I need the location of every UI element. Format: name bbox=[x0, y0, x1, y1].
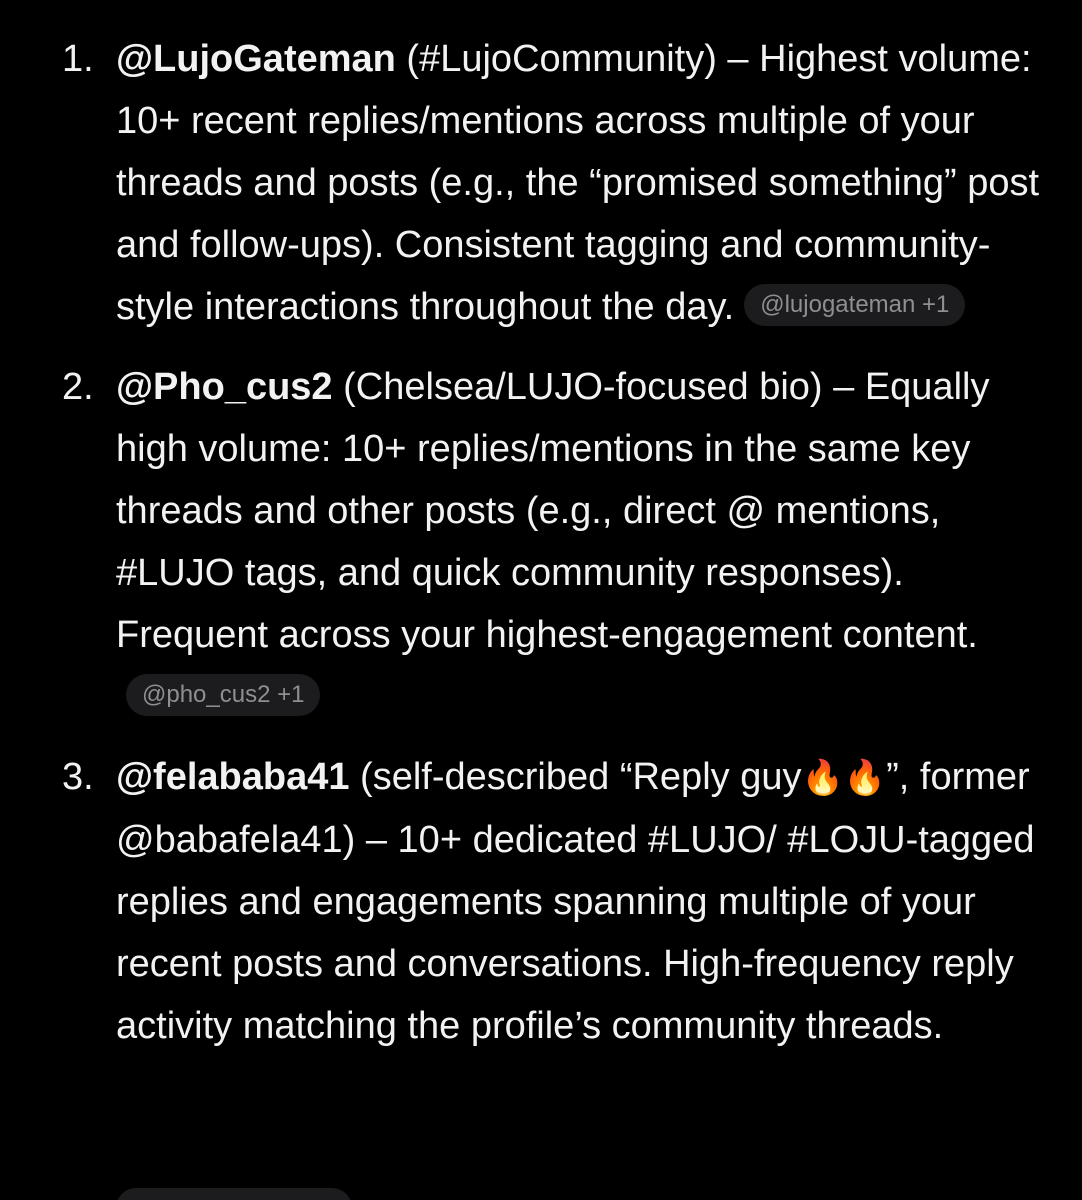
list-item bbox=[0, 28, 1082, 338]
source-chip-partial[interactable] bbox=[116, 1188, 352, 1200]
user-handle[interactable]: @LujoGateman bbox=[116, 38, 396, 80]
list-item bbox=[0, 356, 1082, 728]
item-description: (#LujoCommunity) – Highest volume: 10+ recent replies/mentions across multiple of your threads and posts (e.g., the “promised something” post and follow-ups). Consistent tagging and community-style interactions throughout the day. bbox=[116, 38, 1040, 328]
fire-icon: 🔥🔥 bbox=[801, 758, 887, 798]
list-item bbox=[0, 746, 1082, 1057]
user-handle[interactable]: @felababa41 bbox=[116, 756, 350, 798]
item-description: (Chelsea/LUJO-focused bio) – Equally high volume: 10+ replies/mentions in the same key threads and other posts (e.g., direct @ mentions, #LUJO tags, and quick community responses). Frequent across your highest-engagement content. bbox=[116, 366, 990, 656]
clipped-previous-line bbox=[30, 0, 1030, 6]
source-chip[interactable]: @lujogateman +1 bbox=[744, 284, 965, 326]
item-description-start: (self-described “Reply guy bbox=[349, 756, 802, 798]
source-chip[interactable]: @pho_cus2 +1 bbox=[126, 674, 320, 716]
item-description-end: ”, former @babafela41) – 10+ dedicated #LUJO/ #LOJU-tagged replies and engagements spanning multiple of your recent posts and conversations. High-frequency reply activity matching the profile’s community threads. bbox=[116, 756, 1035, 1047]
item-number: 3. bbox=[62, 756, 94, 798]
user-handle[interactable]: @Pho_cus2 bbox=[116, 366, 333, 408]
item-number: 2. bbox=[62, 366, 94, 408]
ranked-list bbox=[0, 28, 1082, 1075]
item-number: 1. bbox=[62, 38, 94, 80]
